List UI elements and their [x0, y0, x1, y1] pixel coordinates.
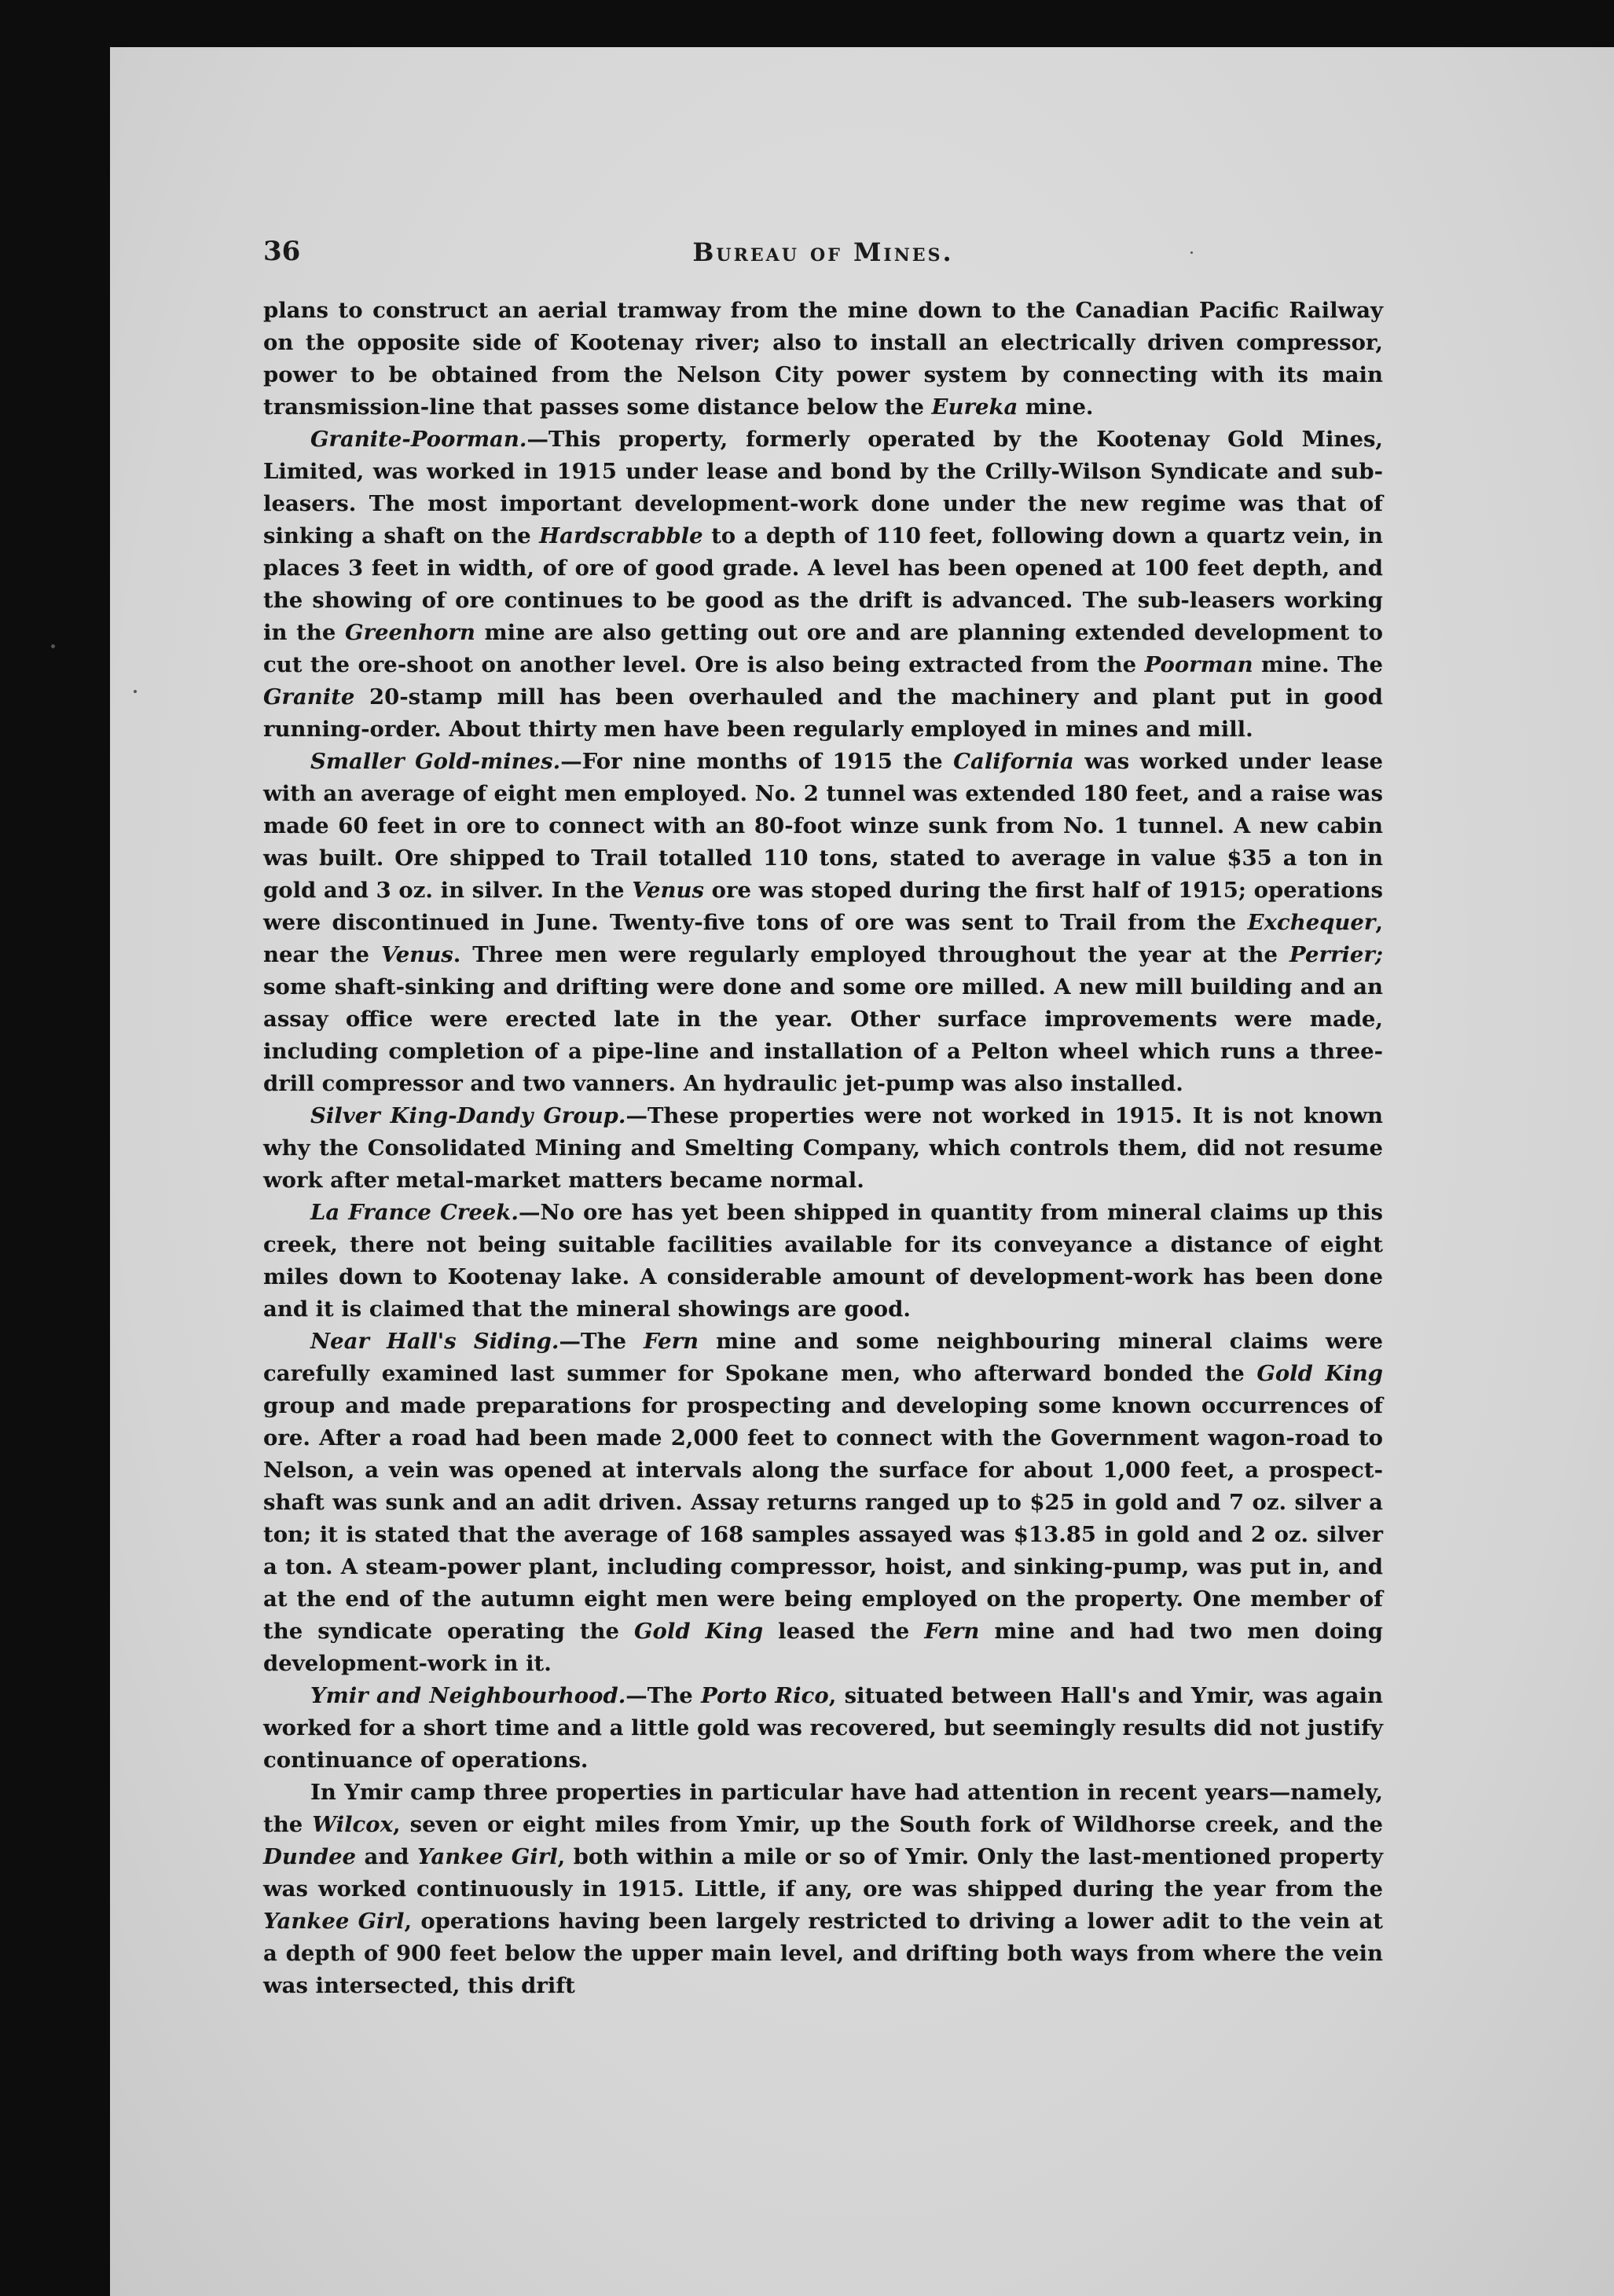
paragraph — [263, 424, 1383, 746]
text-run: , near the — [263, 910, 1383, 967]
italic-text: Granite — [263, 684, 355, 710]
italic-text: Greenhorn — [345, 620, 475, 645]
italic-text: La France Creek. — [310, 1200, 519, 1225]
italic-text: Dundee — [263, 1844, 357, 1869]
text-run: —The — [559, 1329, 644, 1354]
italic-text: Yankee Girl — [416, 1844, 558, 1869]
text-run: leased the — [763, 1619, 925, 1644]
italic-text: Granite-Poorman. — [310, 427, 527, 452]
text-run: mine. The — [1253, 652, 1383, 677]
italic-text: Hardscrabble — [539, 523, 703, 548]
italic-text: Near Hall's Siding. — [310, 1329, 559, 1354]
paragraph — [263, 746, 1383, 1100]
italic-text: Gold King — [634, 1619, 764, 1644]
text-run: . Three men were regularly employed throughout the year at the — [453, 942, 1290, 967]
text-run: group and made preparations for prospecting and developing some known occurrences of ore. After a road had been made 2,000 feet to connect with the Government wagon-road to Nelson, a vein was opened at intervals along the surface for about 1,000 feet, a prospect-shaft was sunk and an adit driven. Assay returns ranged up to $25 in gold and 7 oz. silver a ton; it is stated that the average of 168 samples assayed was $13.85 in gold and 2 oz. silver a ton. A steam-power plant, including compressor, hoist, and sinking-pump, was put in, and at the end of the autumn eight men were being employed on the property. One member of the syndicate operating the — [263, 1393, 1383, 1644]
italic-text: Venus — [380, 942, 453, 967]
paragraph — [263, 1197, 1383, 1326]
text-run: —These properties were not worked in 1915. It is not known why the Consolidated Mining and Smelting Company, which controls them, did not resume work after metal-market matters became normal. — [263, 1103, 1383, 1193]
italic-text: Venus — [632, 878, 704, 903]
text-run: —The — [625, 1683, 702, 1708]
dust-speck — [51, 644, 55, 648]
text-run: , seven or eight miles from Ymir, up the South fork of Wildhorse creek, and the — [393, 1812, 1383, 1837]
text-run: 20-stamp mill has been overhauled and the machinery and plant put in good running-order. About thirty men have been regularly employed in mines and mill. — [263, 684, 1383, 742]
paragraph — [263, 1680, 1383, 1777]
dust-speck — [134, 690, 137, 693]
running-title: Bureau of Mines. — [692, 237, 954, 267]
text-run: mine and had two men doing development-work in it. — [263, 1619, 1383, 1676]
italic-text: Smaller Gold-mines. — [310, 749, 561, 774]
text-run: mine and some neighbouring mineral claims were carefully examined last summer for Spokane men, who afterward bonded the — [263, 1329, 1384, 1386]
paragraph — [263, 1777, 1383, 2002]
paragraph — [263, 1100, 1383, 1197]
italic-text: Exchequer — [1247, 910, 1376, 935]
text-run: and — [356, 1844, 417, 1869]
text-run: to a depth of 110 feet, following down a quartz vein, in places 3 feet in width, of ore of good grade. A level has been opened at 100 feet depth, and the showing of ore continues to be good as the drift is advanced. The sub-leasers working in the — [263, 523, 1383, 645]
italic-text: Silver King-Dandy Group. — [310, 1103, 626, 1128]
article-body — [263, 295, 1383, 2002]
italic-text: Fern — [644, 1329, 699, 1354]
text-run: mine are also getting out ore and are planning extended development to cut the ore-shoot on another level. Ore is also being extracted from the — [263, 620, 1383, 677]
running-head — [263, 236, 1383, 283]
text-run: , operations having been largely restricted to driving a lower adit to the vein at a depth of 900 feet below the upper main level, and drifting both ways from where the vein was intersected, this drift — [263, 1909, 1384, 1998]
text-run: , both within a mile or so of Ymir. Only the last-mentioned property was worked continuously in 1915. Little, if any, ore was shipped during the year from the — [263, 1844, 1383, 1902]
text-run: , situated between Hall's and Ymir, was again worked for a short time and a little gold was recovered, but seemingly results did not justify continuance of operations. — [263, 1683, 1383, 1773]
text-run: In Ymir camp three properties in particular have had attention in recent years—namely, the — [263, 1780, 1383, 1837]
italic-text: Wilcox — [312, 1812, 394, 1837]
paragraph — [263, 295, 1383, 424]
paragraph — [263, 1326, 1383, 1680]
italic-text: Yankee Girl — [263, 1909, 405, 1934]
italic-text: Perrier; — [1289, 942, 1384, 967]
page-number: 36 — [263, 236, 301, 267]
text-run: —No ore has yet been shipped in quantity from mineral claims up this creek, there not being suitable facilities available for its conveyance a distance of eight miles down to Kootenay lake. A considerable amount of development-work has been done and it is claimed that the mineral showings are good. — [263, 1200, 1383, 1322]
italic-text: Ymir and Neighbourhood. — [310, 1683, 626, 1708]
text-run: some shaft-sinking and drifting were done and some ore milled. A new mill building and an assay office were erected late in the year. Other surface improvements were made, including completion of a pipe-line and installation of a Pelton wheel which runs a three-drill compressor and two vanners. An hydraulic jet-pump was also installed. — [263, 974, 1383, 1096]
italic-text: Porto Rico — [701, 1683, 829, 1708]
text-run: —For nine months of 1915 the — [560, 749, 954, 774]
text-run: ore was stoped during the first half of 1915; operations were discontinued in June. Twenty-five tons of ore was sent to Trail from the — [263, 878, 1383, 935]
italic-text: California — [953, 749, 1074, 774]
text-run: mine. — [1018, 394, 1094, 420]
italic-text: Eureka — [931, 394, 1018, 420]
text-run: plans to construct an aerial tramway from the mine down to the Canadian Pacific Railway on the opposite side of Kootenay river; also to install an electrically driven compressor, power to be obtained from the Nelson City power system by connecting with its main transmission-line that passes some distance below the — [263, 298, 1383, 420]
text-run: —This property, formerly operated by the Kootenay Gold Mines, Limited, was worked in 1915 under lease and bond by the Crilly-Wilson Syndicate and sub-leasers. The most important development-work done under the new regime was that of sinking a shaft on the — [263, 427, 1383, 548]
italic-text: Gold King — [1256, 1361, 1383, 1386]
italic-text: Poorman — [1144, 652, 1253, 677]
text-run: was worked under lease with an average of eight men employed. No. 2 tunnel was extended 180 feet, and a raise was made 60 feet in ore to connect with an 80-foot winze sunk from No. 1 tunnel. A new cabin was built. Ore shipped to Trail totalled 110 tons, stated to average in value $35 a ton in gold and 3 oz. in silver. In the — [263, 749, 1383, 903]
italic-text: Fern — [924, 1619, 980, 1644]
